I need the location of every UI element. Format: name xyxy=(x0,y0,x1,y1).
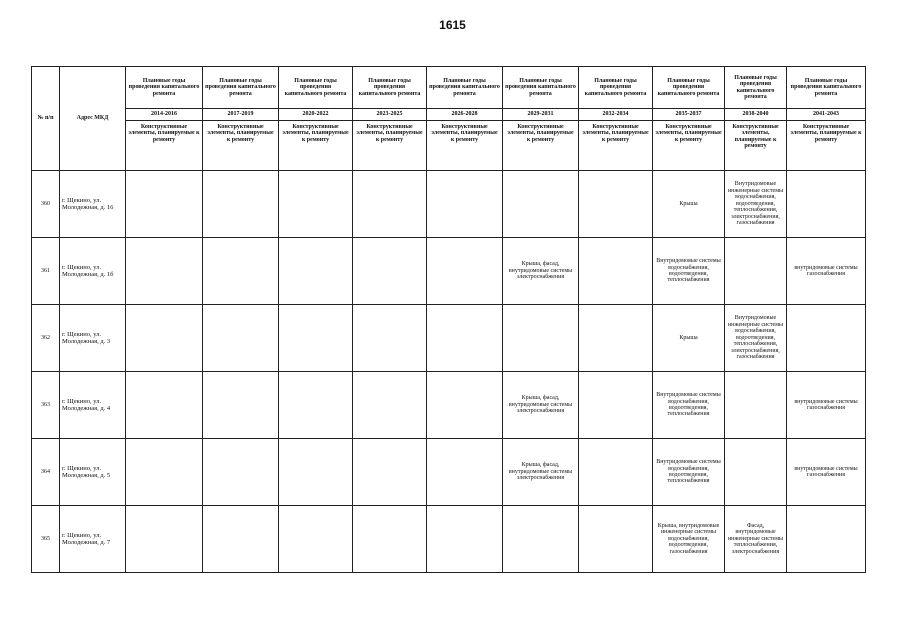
repair-elements-cell: Внутридомовые инженерные системы водоснабжения, водоотведения, теплоснабжения, электроснабжения, газоснабжения xyxy=(725,171,787,238)
repair-elements-cell xyxy=(427,506,503,573)
header-row-elements xyxy=(32,121,866,171)
row-address: г. Щекино, ул. Молодежная, д. 16 xyxy=(60,171,126,238)
period-years: 2023-2025 xyxy=(353,109,427,121)
repair-elements-cell: Внутридомовые системы водоснабжения, водоотведения, теплоснабжения xyxy=(653,372,725,439)
repair-elements-cell xyxy=(203,305,279,372)
repair-elements-cell xyxy=(353,439,427,506)
elements-header xyxy=(579,121,653,171)
row-address: г. Щекино, ул. Молодежная, д. 5 xyxy=(60,439,126,506)
period-years: 2035-2037 xyxy=(653,109,725,121)
period-label: Плановые годы проведения капитального ремонта xyxy=(203,67,279,109)
table-row xyxy=(32,238,866,305)
period-years: 2041-2043 xyxy=(787,109,866,121)
repair-elements-cell xyxy=(279,238,353,305)
repair-elements-cell xyxy=(353,506,427,573)
repair-elements-cell xyxy=(787,305,866,372)
repair-elements-cell: Крыша, фасад, внутридомовые системы электроснабжения xyxy=(503,439,579,506)
repair-elements-cell xyxy=(787,506,866,573)
elements-header-label: Конструктивные элементы, планируемые к ремонту xyxy=(282,124,349,143)
row-address: г. Щекино, ул. Молодежная, д. 1б xyxy=(60,238,126,305)
repair-elements-cell xyxy=(427,171,503,238)
repair-elements-cell xyxy=(579,238,653,305)
row-number: 363 xyxy=(32,372,60,439)
row-address: г. Щекино, ул. Молодежная, д. 3 xyxy=(60,305,126,372)
repair-elements-cell xyxy=(353,305,427,372)
period-years: 2017-2019 xyxy=(203,109,279,121)
elements-header xyxy=(503,121,579,171)
repair-elements-cell xyxy=(126,506,203,573)
repair-elements-cell: Крыша xyxy=(653,305,725,372)
period-years: 2029-2031 xyxy=(503,109,579,121)
elements-header-label: Конструктивные элементы, планируемые к ремонту xyxy=(431,124,498,143)
repair-elements-cell xyxy=(279,439,353,506)
row-number: 362 xyxy=(32,305,60,372)
repair-elements-cell: внутридомовые системы газоснабжения xyxy=(787,439,866,506)
period-label: Плановые годы проведения капитального ремонта xyxy=(427,67,503,109)
elements-header xyxy=(203,121,279,171)
elements-header-label: Конструктивные элементы, планируемые к ремонту xyxy=(507,124,574,143)
repair-elements-cell xyxy=(126,372,203,439)
period-label: Плановые годы проведения капитального ремонта xyxy=(279,67,353,109)
elements-header-label: Конструктивные элементы, планируемые к ремонту xyxy=(732,124,779,150)
table-row xyxy=(32,372,866,439)
elements-header xyxy=(427,121,503,171)
row-number: 360 xyxy=(32,171,60,238)
repair-elements-cell xyxy=(279,171,353,238)
period-label: Плановые годы проведения капитального ремонта xyxy=(653,67,725,109)
period-label: Плановые годы проведения капитального ремонта xyxy=(126,67,203,109)
repair-elements-cell xyxy=(126,171,203,238)
repair-elements-cell xyxy=(203,372,279,439)
repair-elements-cell xyxy=(126,305,203,372)
elements-header-label: Конструктивные элементы, планируемые к ремонту xyxy=(128,124,200,143)
row-number: 364 xyxy=(32,439,60,506)
period-label: Плановые годы проведения капитального ремонта xyxy=(503,67,579,109)
repair-elements-cell xyxy=(279,506,353,573)
elements-header-label: Конструктивные элементы, планируемые к ремонту xyxy=(582,124,649,143)
period-label: Плановые годы проведения капитального ремонта xyxy=(725,67,787,109)
repair-elements-cell xyxy=(203,439,279,506)
period-years: 2026-2028 xyxy=(427,109,503,121)
elements-header xyxy=(653,121,725,171)
period-years: 2014-2016 xyxy=(126,109,203,121)
header-row-period xyxy=(32,67,866,109)
repair-elements-cell: Внутридомовые системы водоснабжения, водоотведения, теплоснабжения xyxy=(653,238,725,305)
repair-elements-cell xyxy=(503,171,579,238)
repair-elements-cell xyxy=(579,372,653,439)
repair-elements-cell xyxy=(427,238,503,305)
elements-header-label: Конструктивные элементы, планируемые к ремонту xyxy=(790,124,862,143)
table-row xyxy=(32,171,866,238)
row-number: 361 xyxy=(32,238,60,305)
repair-elements-cell xyxy=(353,238,427,305)
repair-elements-cell xyxy=(725,439,787,506)
table-row xyxy=(32,506,866,573)
repair-elements-cell: Крыша, фасад, внутридомовые системы электроснабжения xyxy=(503,238,579,305)
repair-elements-cell: Внутридомовые системы водоснабжения, водоотведения, теплоснабжения xyxy=(653,439,725,506)
column-header-number: № п/п xyxy=(32,67,60,171)
column-header-address: Адрес МКД xyxy=(60,67,126,171)
elements-header xyxy=(787,121,866,171)
repair-elements-cell xyxy=(279,372,353,439)
table-row xyxy=(32,305,866,372)
repair-elements-cell: Крыша xyxy=(653,171,725,238)
period-years: 2038-2040 xyxy=(725,109,787,121)
repair-elements-cell: Внутридомовые инженерные системы водоснабжения, водоотведения, теплоснабжения, электроснабжения, газоснабжения xyxy=(725,305,787,372)
header-row-years xyxy=(32,109,866,121)
row-address: г. Щекино, ул. Молодежная, д. 4 xyxy=(60,372,126,439)
page-number: 1615 xyxy=(439,18,466,32)
elements-header-label: Конструктивные элементы, планируемые к ремонту xyxy=(655,124,722,143)
period-years: 2020-2022 xyxy=(279,109,353,121)
repair-elements-cell xyxy=(725,372,787,439)
repair-elements-cell xyxy=(126,238,203,305)
elements-header-label: Конструктивные элементы, планируемые к ремонту xyxy=(356,124,423,143)
repair-elements-cell xyxy=(126,439,203,506)
elements-header xyxy=(353,121,427,171)
repair-elements-cell: внутридомовые системы газоснабжения xyxy=(787,372,866,439)
period-years: 2032-2034 xyxy=(579,109,653,121)
repair-elements-cell xyxy=(427,439,503,506)
row-address: г. Щекино, ул. Молодежная, д. 7 xyxy=(60,506,126,573)
repair-elements-cell xyxy=(203,238,279,305)
repair-elements-cell xyxy=(203,171,279,238)
repair-elements-cell xyxy=(203,506,279,573)
repair-elements-cell xyxy=(579,439,653,506)
repair-elements-cell: внутридомовые системы газоснабжения xyxy=(787,238,866,305)
repair-elements-cell xyxy=(427,305,503,372)
repair-elements-cell xyxy=(503,506,579,573)
repair-elements-cell xyxy=(787,171,866,238)
repair-elements-cell xyxy=(353,372,427,439)
repair-elements-cell: Фасад, внутридомовые инженерные системы теплоснабжения, электроснабжения xyxy=(725,506,787,573)
period-label: Плановые годы проведения капитального ремонта xyxy=(353,67,427,109)
elements-header xyxy=(126,121,203,171)
repair-elements-cell xyxy=(427,372,503,439)
repair-elements-cell xyxy=(353,171,427,238)
period-label: Плановые годы проведения капитального ремонта xyxy=(787,67,866,109)
elements-header xyxy=(725,121,787,171)
repair-elements-cell: Крыша, внутридомовые инженерные системы водоснабжения, водоотведения, газоснабжения xyxy=(653,506,725,573)
row-number: 365 xyxy=(32,506,60,573)
repair-elements-cell: Крыша, фасад, внутридомовые системы электроснабжения xyxy=(503,372,579,439)
repair-elements-cell xyxy=(579,171,653,238)
capital-repair-plan-table xyxy=(31,66,866,573)
repair-elements-cell xyxy=(503,305,579,372)
elements-header xyxy=(279,121,353,171)
period-label: Плановые годы проведения капитального ремонта xyxy=(579,67,653,109)
repair-elements-cell xyxy=(579,506,653,573)
repair-elements-cell xyxy=(725,238,787,305)
repair-elements-cell xyxy=(279,305,353,372)
repair-elements-cell xyxy=(579,305,653,372)
table-row xyxy=(32,439,866,506)
elements-header-label: Конструктивные элементы, планируемые к ремонту xyxy=(207,124,274,143)
